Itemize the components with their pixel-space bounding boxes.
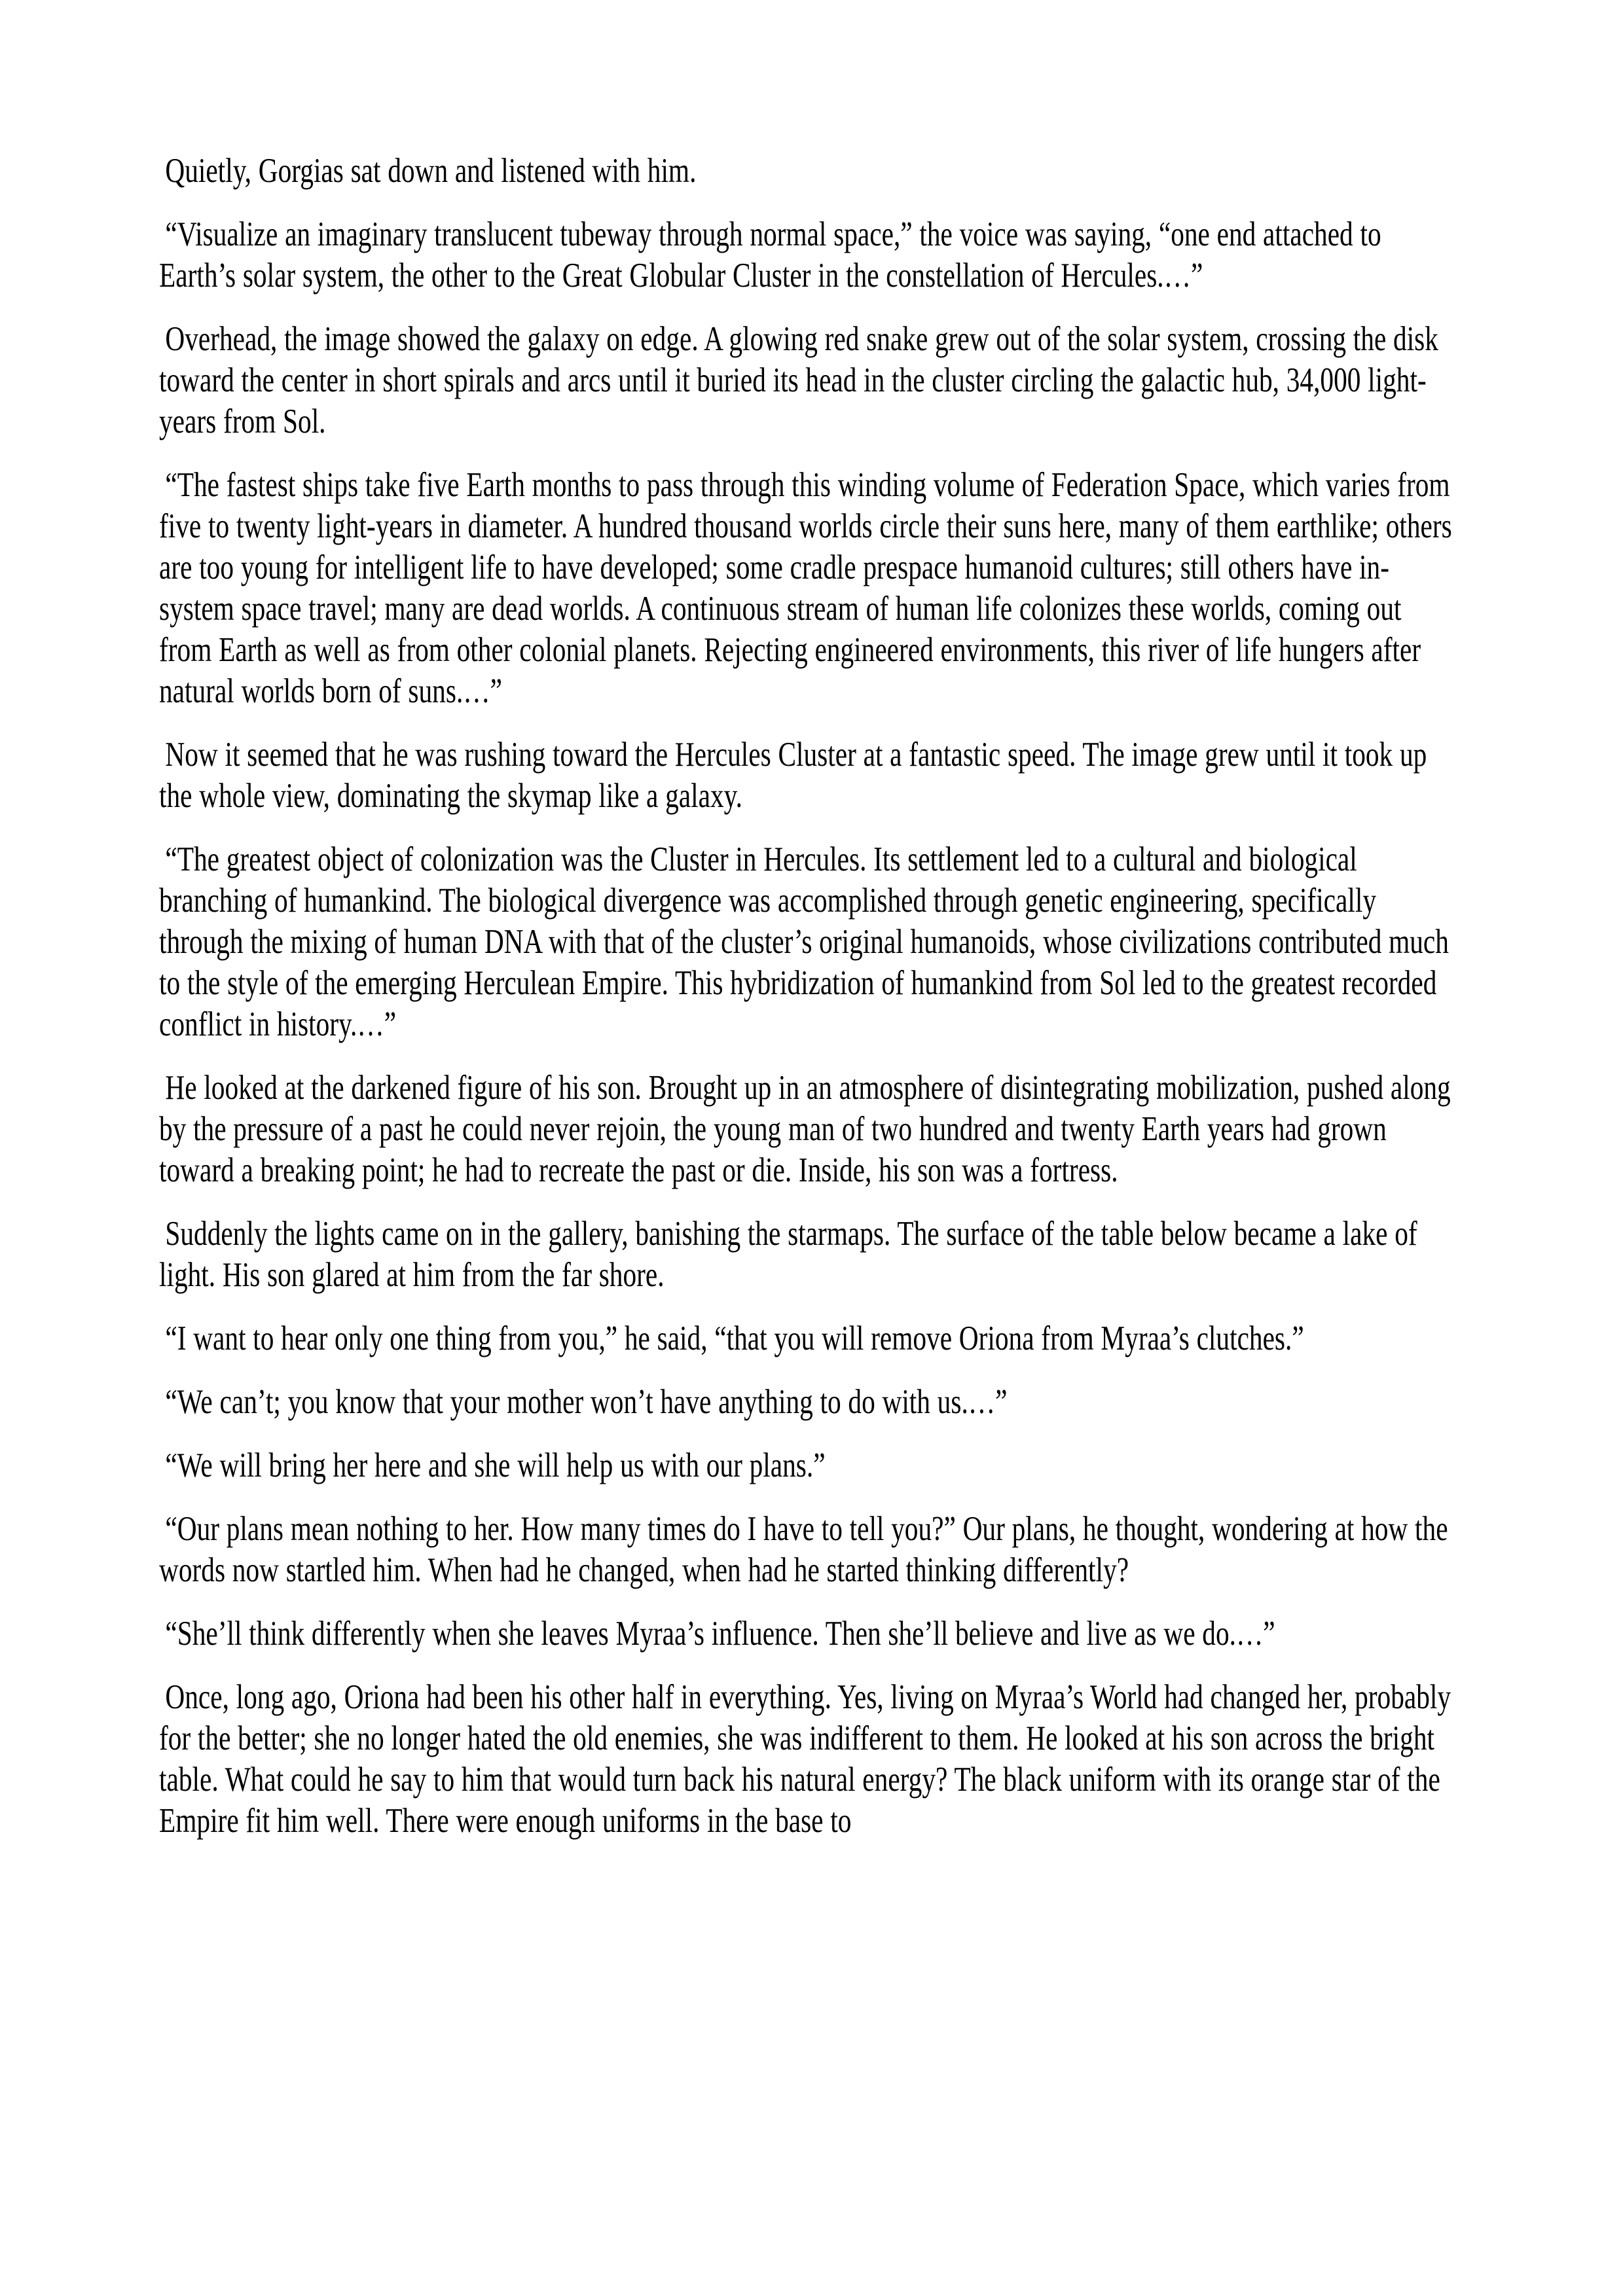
- paragraph-1: Quietly, Gorgias sat down and listened with him.: [165, 152, 697, 190]
- paragraph-14: Once, long ago, Oriona had been his other half in everything. Yes, living on Myraa’s World had changed her, probably for the better; she no longer hated the old enemies, she was indifferent to them. He looked at his son across the bright table. What could he say to him that would turn back his natural energy? The black uniform with its orange star of the Empire fit him well. There were enough uniforms in the base to: [159, 1678, 1451, 1840]
- paragraph-4: “The fastest ships take five Earth months to pass through this winding volume of Federation Space, which varies from five to twenty light-years in diameter. A hundred thousand worlds circle their suns here, many of them earthlike; others are too young for intelligent life to have developed; some cradle prespace humanoid cultures; still others have in-system space travel; many are dead worlds. A continuous stream of human life colonizes these worlds, coming out from Earth as well as from other colonial planets. Rejecting engineered environments, this river of life hungers after natural worlds born of suns.…”: [159, 466, 1452, 710]
- paragraph-8: Suddenly the lights came on in the gallery, banishing the starmaps. The surface of the table below became a lake of light. His son glared at him from the far shore.: [159, 1215, 1417, 1294]
- paragraph-5: Now it seemed that he was rushing toward the Hercules Cluster at a fantastic speed. The image grew until it took up the whole view, dominating the skymap like a galaxy.: [159, 736, 1427, 815]
- paragraph-9: “I want to hear only one thing from you,” he said, “that you will remove Oriona from Myraa’s clutches.”: [165, 1319, 1304, 1357]
- paragraph-3: Overhead, the image showed the galaxy on edge. A glowing red snake grew out of the solar system, crossing the disk toward the center in short spirals and arcs until it buried its head in the cluster circling the galactic hub, 34,000 light-years from Sol.: [159, 320, 1438, 440]
- paragraph-11: “We will bring her here and she will help us with our plans.”: [165, 1446, 826, 1484]
- paragraph-6: “The greatest object of colonization was the Cluster in Hercules. Its settlement led to a cultural and biological branching of humankind. The biological divergence was accomplished through genetic engineering, specifically through the mixing of human DNA with that of the cluster’s original humanoids, whose civilizations contributed much to the style of the emerging Herculean Empire. This hybridization of humankind from Sol led to the greatest recorded conflict in history.…”: [159, 840, 1449, 1043]
- paragraph-7: He looked at the darkened figure of his son. Brought up in an atmosphere of disintegrating mobilization, pushed along by the pressure of a past he could never rejoin, the young man of two hundred and twenty Earth years had grown toward a breaking point; he had to recreate the past or die. Inside, his son was a fortress.: [159, 1069, 1451, 1189]
- paragraph-13: “She’ll think differently when she leaves Myraa’s influence. Then she’ll believe and live as we do.…”: [165, 1615, 1275, 1653]
- paragraph-2: “Visualize an imaginary translucent tubeway through normal space,” the voice was saying, “one end attached to Earth’s solar system, the other to the Great Globular Cluster in the constellation of Hercules.…”: [159, 215, 1381, 295]
- paragraph-10: “We can’t; you know that your mother won’t have anything to do with us.…”: [165, 1383, 1008, 1421]
- text-column: [159, 151, 1460, 1864]
- paragraph-12: “Our plans mean nothing to her. How many times do I have to tell you?” Our plans, he thought, wondering at how the words now startled him. When had he changed, when had he started thinking differently?: [159, 1510, 1448, 1589]
